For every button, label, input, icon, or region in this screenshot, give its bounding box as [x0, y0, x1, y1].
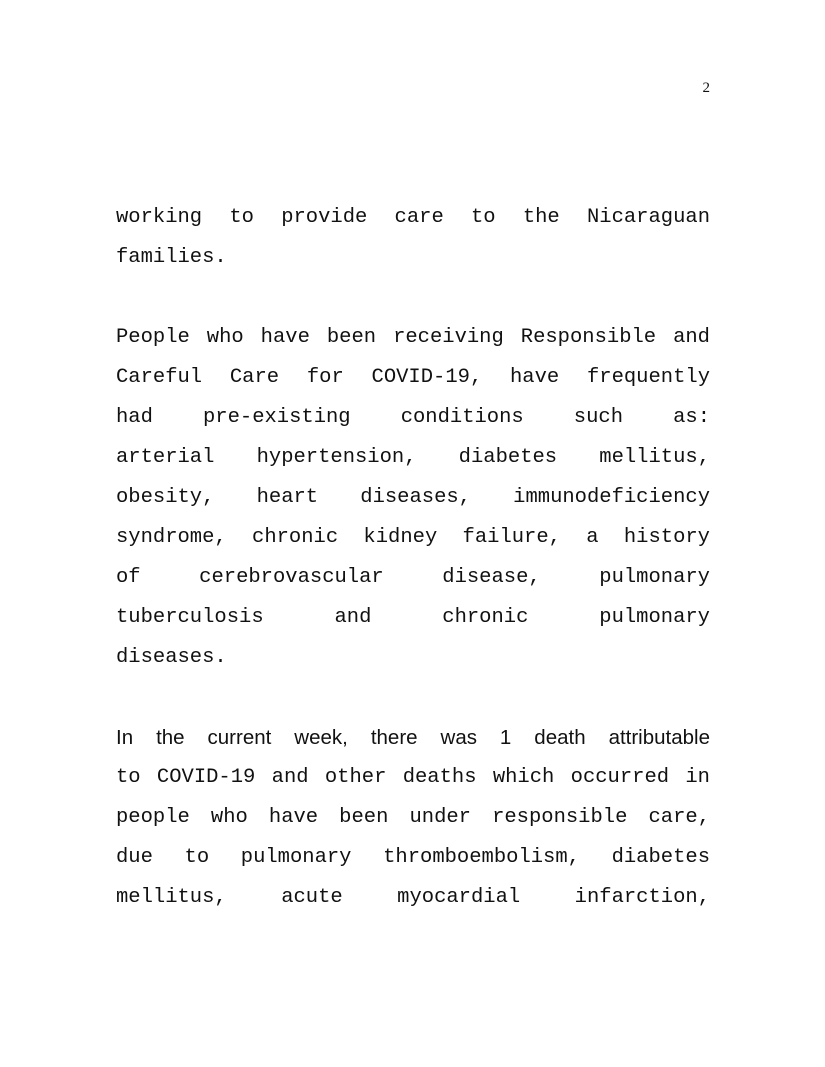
- text-line: working to provide care to the Nicaraguan: [116, 206, 710, 229]
- text-line: People who have been receiving Responsible and: [116, 326, 710, 349]
- text-line: to COVID-19 and other deaths which occurred in: [116, 766, 710, 789]
- paragraph-pre-existing-conditions: [116, 318, 710, 678]
- text-line: tuberculosis and chronic pulmonary: [116, 606, 710, 629]
- text-line: Careful Care for COVID-19, have frequently: [116, 366, 710, 389]
- text-line: people who have been under responsible care,: [116, 806, 710, 829]
- text-line: had pre-existing conditions such as:: [116, 406, 710, 429]
- paragraph-weekly-deaths: [116, 718, 710, 918]
- page-number: 2: [702, 80, 710, 96]
- text-line: mellitus, acute myocardial infarction,: [116, 886, 710, 909]
- text-line: arterial hypertension, diabetes mellitus,: [116, 446, 710, 469]
- text-line: diseases.: [116, 646, 227, 669]
- text-line: obesity, heart diseases, immunodeficiency: [116, 486, 710, 509]
- text-line: In the current week, there was 1 death attributable: [116, 726, 710, 749]
- text-line: syndrome, chronic kidney failure, a history: [116, 526, 710, 549]
- document-body: [116, 198, 710, 958]
- text-line: of cerebrovascular disease, pulmonary: [116, 566, 710, 589]
- paragraph-care-intro: [116, 198, 710, 278]
- text-line: due to pulmonary thromboembolism, diabetes: [116, 846, 710, 869]
- text-line: families.: [116, 246, 227, 269]
